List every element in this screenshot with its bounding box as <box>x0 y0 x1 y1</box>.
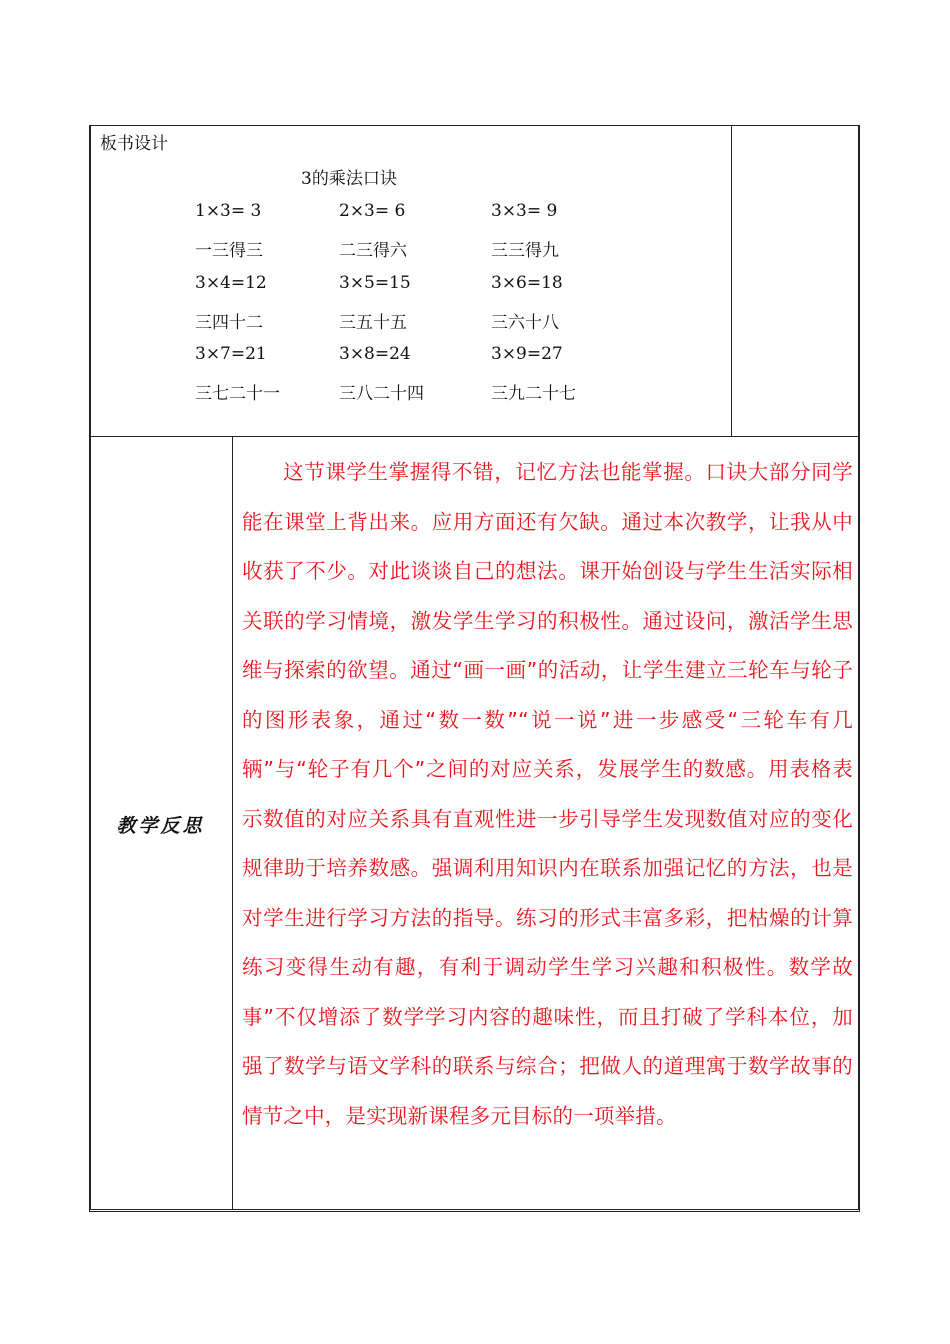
teaching-reflection-text: 这节课学生掌握得不错，记忆方法也能掌握。口诀大部分同学能在课堂上背出来。应用方面还有欠缺。通过本次教学，让我从中收获了不少。对此谈谈自己的想法。课开始创设与学生生活实际相关联的学习情境，激发学生学习的积极性。通过设问，激活学生思维与探索的欲望。通过“画一画”的活动，让学生建立三轮车与轮子的图形表象，通过“数一数”“说一说”进一步感受“三轮车有几辆”与“轮子有几个”之间的对应关系，发展学生的数感。用表格表示数值的对应关系具有直观性进一步引导学生发现数值对应的变化规律助于培养数感。强调利用知识内在联系加强记忆的方法，也是对学生进行学习方法的指导。练习的形式丰富多彩，把枯燥的计算练习变得生动有趣，有利于调动学生学习兴趣和积极性。数学故事”不仅增添了数学学习内容的趣味性，而且打破了学科本位，加强了数学与语文学科的联系与综合；把做人的道理寓于数学故事的情节之中，是实现新课程多元目标的一项举措。 <box>242 460 853 1128</box>
board-cell: 三六十八 <box>491 313 559 333</box>
board-cell: 一三得三 <box>195 241 263 261</box>
board-cell: 3×6=18 <box>491 273 563 293</box>
board-cell: 3×9=27 <box>491 344 563 364</box>
board-cell: 三八二十四 <box>339 384 424 404</box>
board-cell: 三三得九 <box>491 241 559 261</box>
board-title: 3的乘法口诀 <box>301 169 397 189</box>
teaching-reflection-label: 教学反思 <box>116 815 205 837</box>
board-cell: 二三得六 <box>339 241 407 261</box>
board-cell: 3×5=15 <box>339 273 411 293</box>
board-cell: 三五十五 <box>339 313 407 333</box>
column-divider-left <box>232 437 233 1209</box>
board-cell: 3×4=12 <box>195 273 267 293</box>
row-divider <box>89 436 860 437</box>
board-cell: 2×3= 6 <box>339 201 406 221</box>
board-cell: 三七二十一 <box>195 384 280 404</box>
board-cell: 3×7=21 <box>195 344 267 364</box>
board-cell: 1×3= 3 <box>195 201 262 221</box>
board-design-label: 板书设计 <box>100 134 168 154</box>
board-cell: 3×3= 9 <box>491 201 558 221</box>
board-cell: 三九二十七 <box>491 384 576 404</box>
lesson-plan-table <box>89 125 860 1212</box>
board-cell: 三四十二 <box>195 313 263 333</box>
column-divider-right <box>731 125 732 437</box>
board-cell: 3×8=24 <box>339 344 411 364</box>
